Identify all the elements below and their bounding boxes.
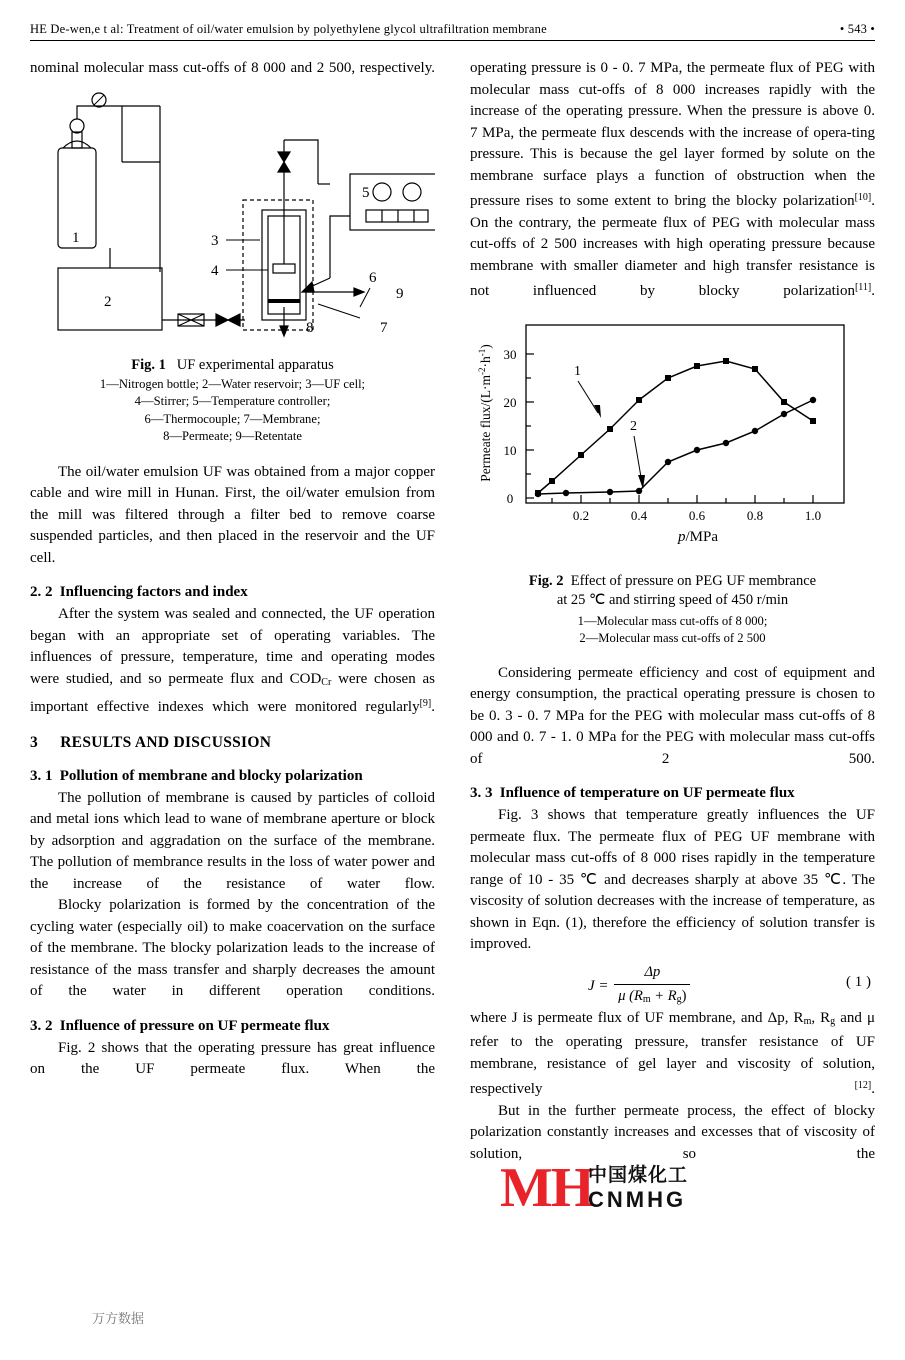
figure-1-apparatus (30, 92, 435, 354)
figure-1-callout-1: 1 (72, 229, 80, 246)
watermark-cnmhg-text: CNMHG (588, 1187, 687, 1212)
eq-den-c: ) (681, 988, 687, 1004)
where-sub-m: m (803, 1015, 812, 1027)
paragraph-op-text-a: operating pressure is 0 - 0. 7 MPa, the permeate flux of PEG with molecular mass cut-offs of 8 000 increases rapidly with the increase of the operating pressure. When the pressure is above 0. 7 MPa, the permeate flux descends with the increase of opera-ting pressure. This is because the gel layer formed by solute on the membrane surface plays a function of obstruction when the pressure rises to some extent to bring the blocky polarization (470, 60, 875, 209)
watermark-cnmhg (500, 1157, 860, 1220)
series-1-line (538, 361, 813, 493)
section-heading-3 (30, 732, 435, 753)
section-heading-3-3 (470, 783, 875, 804)
figure-1-caption-label: Fig. 1 (131, 356, 166, 373)
figure-1-caption-text: UF experimental apparatus (176, 356, 334, 373)
paragraph-where-definitions (470, 1008, 875, 1101)
watermark-mh-logo: MH (500, 1157, 593, 1219)
section-3-1-number: 3. 1 (30, 767, 53, 784)
cod-subscript: Cr (321, 676, 332, 688)
paragraph-cost-consideration: Considering permeate efficiency and cost of equipment and energy consumption, the practical operating pressure is chosen to be 0. 3 - 0. 7 MPa for the PEG with molecular mass cut-offs of 8 000 and 0. 7 - 1. 0 MPa for the PEG with molecular mass cut-offs of 2 500. (470, 664, 875, 767)
paragraph-blocky-polarization: Blocky polarization is formed by the concentration of the cycling water (especially oil) to make coacervation on the surface of the membrane. The blocky polarization leads to the increase of resistance of the mass transfer and sharply decreases the amount of the water in different operation conditions. (30, 897, 435, 999)
equation-1-lhs: J = (588, 977, 609, 994)
paragraph-pollution-membrane: The pollution of membrane is caused by particles of colloid and metal ions which lead to wane of membrane aperture or block by adsorption and aggradation on the surface of the membrane. The pollution of membrance results in the loss of water power and the increase of the resistance of water flow. (30, 789, 435, 892)
figure-1-callout-6: 6 (369, 269, 377, 286)
paragraph-temperature-influence: Fig. 3 shows that temperature greatly influences the UF permeate flux. The permeate flux of PEG UF membrane with molecular mass cut-offs of 8 000 rises rapidly in the temperature range of 10 - 35 ℃ and decreases sharply at above 35 ℃. The viscosity of solution decreases with the increase of temperature, as shown in Eqn. (1), therefore the efficiency of solution transfer is improved. (470, 807, 875, 952)
eq-den-a: μ (R (618, 988, 643, 1004)
figure-2-legend-line1: 1—Molecular mass cut-offs of 8 000; (577, 613, 768, 628)
running-head (30, 22, 875, 37)
right-column (470, 58, 875, 1165)
paragraph-influencing-factors (30, 604, 435, 719)
header-rule (30, 40, 875, 41)
figure-2-caption-label: Fig. 2 (528, 572, 564, 589)
paragraph-operating-pressure (470, 58, 875, 303)
y-tick-10: 10 (503, 442, 517, 458)
figure-1-caption (30, 356, 435, 375)
paragraph-pressure-influence: Fig. 2 shows that the operating pressure has great influence on the UF permeate flux. When the (30, 1039, 435, 1077)
section-3-title: RESULTS AND DISCUSSION (60, 733, 272, 751)
x-axis-label: p/MPa (677, 528, 719, 545)
figure-2-svg (470, 313, 875, 561)
x-tick-0-6: 0.6 (688, 507, 706, 523)
y-tick-20: 20 (503, 394, 517, 410)
eq-den-sub-g: g (676, 994, 682, 1005)
reference-11: [11] (854, 282, 872, 293)
series-2-label: 2 (630, 418, 637, 434)
section-3-2-number: 3. 2 (30, 1017, 53, 1034)
series-2-markers (535, 396, 816, 496)
figure-2-chart (470, 313, 875, 568)
figure-1-legend-line1: 1—Nitrogen bottle; 2—Water reservoir; 3—UF cell; (99, 376, 366, 391)
figure-2-caption (470, 572, 875, 611)
series-2-line (538, 400, 813, 494)
y-axis-label: Permeate flux/$(L\cdot m^{-2}\cdot h^{-1})$ (477, 343, 493, 482)
figure-1-callout-3: 3 (211, 232, 219, 249)
running-title: HE De-wen,e t al: Treatment of oil/water emulsion by polyethylene glycol ultrafiltration membrane (30, 22, 547, 36)
section-heading-3-2 (30, 1016, 435, 1037)
section-3-3-title: Influence of temperature on UF permeate flux (499, 785, 795, 801)
watermark-wanfang: 万方数据 (92, 1312, 145, 1327)
where-text-c: and μ refer to the operating pressure, transfer resistance of UF membrane, resistance of gel layer and viscosity of solution, respectively (470, 1009, 876, 1097)
left-column (30, 58, 435, 1081)
figure-1-callout-2: 2 (104, 293, 112, 310)
section-3-1-title: Pollution of membrane and blocky polarization (59, 767, 363, 784)
series-1-label: 1 (574, 363, 581, 379)
paragraph-2-2-text-a: After the system was sealed and connected, the UF operation began with an appropriate set of operating variables. The influences of pressure, temperature, time and operating modes were studied, and so permeate flux and COD (30, 606, 435, 687)
section-2-2-number: 2. 2 (30, 584, 53, 600)
section-heading-3-1 (30, 766, 435, 787)
reference-9: [9] (419, 698, 432, 709)
figure-1-callout-4: 4 (211, 262, 219, 279)
section-3-3-number: 3. 3 (470, 785, 493, 801)
figure-1-callout-9: 9 (396, 285, 404, 302)
figure-2-legend-line2: 2—Molecular mass cut-offs of 2 500 (579, 630, 766, 645)
watermark-chinese-text: 中国煤化工 (588, 1164, 689, 1186)
figure-1-legend-line2: 4—Stirrer; 5—Temperature controller; (134, 394, 331, 408)
paragraph-2-2-text-b: were chosen as important effective indexes which were monitored regularly (30, 670, 435, 715)
eq-den-sub-m: m (642, 994, 651, 1005)
figure-1-callout-8: 8 (306, 319, 314, 336)
x-tick-1-0: 1.0 (804, 507, 822, 523)
paragraph-nominal-mass: nominal molecular mass cut-offs of 8 000 and 2 500, respectively. (30, 60, 435, 76)
where-sub-g: g (830, 1015, 836, 1027)
y-tick-0: 0 (506, 490, 514, 506)
section-3-number: 3 (30, 733, 39, 751)
section-3-2-title: Influence of pressure on UF permeate flux (59, 1017, 330, 1034)
figure-1-legend (30, 376, 435, 446)
figure-2-caption-line1: Effect of pressure on PEG UF membrance (570, 572, 817, 589)
paragraph-op-text-b: . On the contrary, the permeate flux of PEG with molecular mass cut-offs of 2 500 increases with high operating pressure because membrane with smaller diameter and high transfer resistance is not influenced by blocky polarization (470, 193, 875, 299)
reference-12: [12] (854, 1080, 872, 1091)
reference-10: [10] (854, 192, 872, 203)
equation-1-numerator: Δp (614, 962, 690, 986)
eq-den-b: + R (650, 988, 677, 1004)
equation-1 (470, 960, 875, 1006)
equation-1-fraction (614, 962, 690, 1011)
x-tick-0-8: 0.8 (746, 507, 764, 523)
x-tick-0-2: 0.2 (572, 507, 590, 523)
figure-2-legend (470, 613, 875, 647)
equation-1-number: ( 1 ) (846, 973, 871, 990)
x-tick-0-4: 0.4 (630, 507, 648, 523)
equation-1-body (588, 962, 692, 1011)
section-heading-2-2 (30, 582, 435, 603)
y-tick-30: 30 (503, 346, 517, 362)
figure-1-legend-line3: 6—Thermocouple; 7—Membrane; (144, 411, 321, 426)
where-text-d: . (871, 1081, 875, 1097)
where-text-b: , R (811, 1009, 831, 1026)
paragraph-further-permeate: But in the further permeate process, the effect of blocky polarization constantly increases and excesses that of viscosity of solution, so the (470, 1102, 875, 1162)
page-number: • 543 • (839, 22, 875, 36)
paragraph-2-2-text-c: . (431, 699, 435, 715)
paragraph-op-text-c: . (871, 283, 875, 299)
section-2-2-title: Influencing factors and index (59, 584, 248, 600)
figure-1-callout-7: 7 (380, 319, 388, 336)
figure-1-callout-5: 5 (362, 184, 370, 201)
paragraph-emulsion-source: The oil/water emulsion UF was obtained from a major copper cable and wire mill in Hunan. First, the oil/water emulsion from the mill was filtered through a filter bed to remove coarse suspended particles, and then placed in the reservoir and the UF cell. (30, 463, 435, 566)
equation-1-denominator (614, 985, 690, 1011)
figure-1-svg (30, 92, 435, 354)
where-text-a: where J is permeate flux of UF membrane, and Δp, R (470, 1009, 804, 1026)
figure-2-caption-line2: at 25 ℃ and stirring speed of 450 r/min (556, 592, 789, 608)
figure-1-legend-line4: 8—Permeate; 9—Retentate (163, 429, 302, 443)
